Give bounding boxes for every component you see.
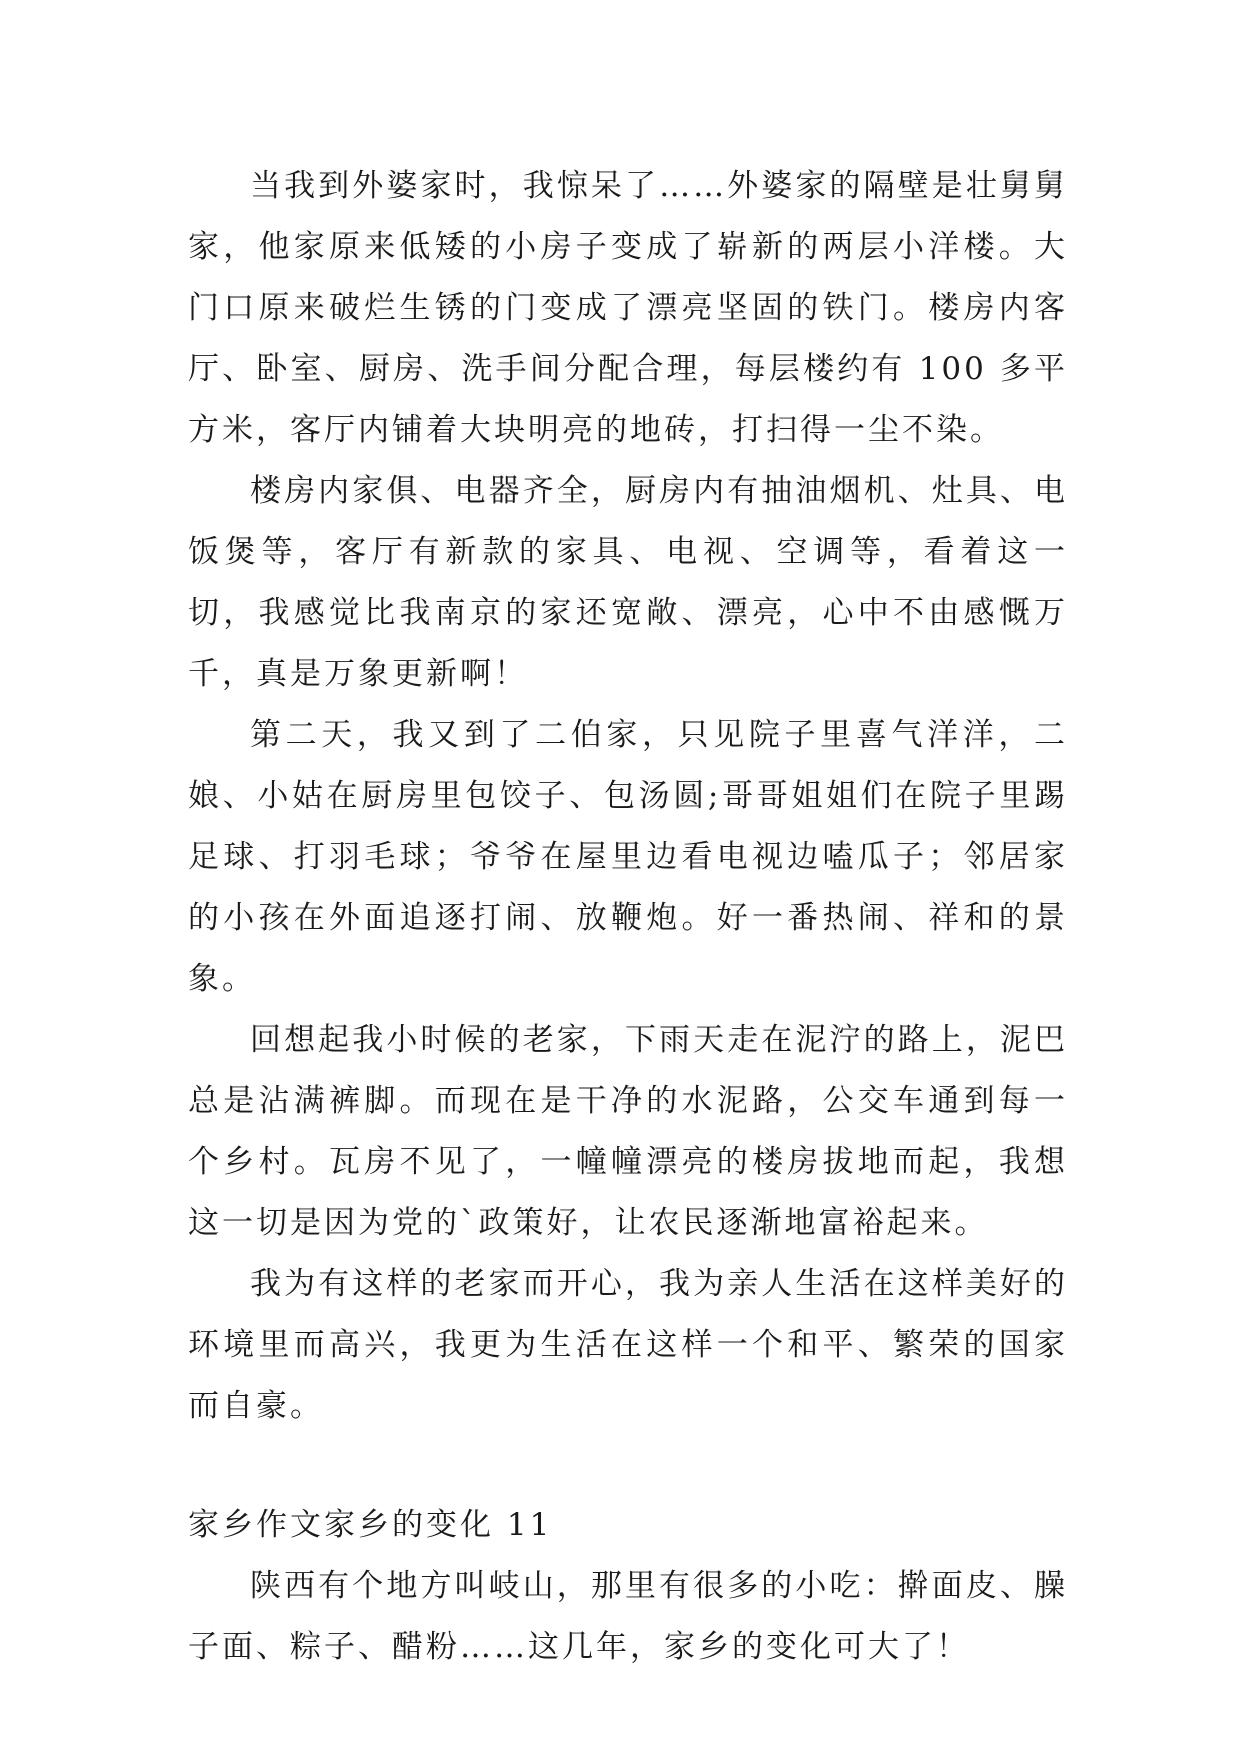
- paragraph-2: 楼房内家俱、电器齐全，厨房内有抽油烟机、灶具、电饭煲等，客厅有新款的家具、电视、空调等，看着这一切，我感觉比我南京的家还宽敞、漂亮，心中不由感慨万千，真是万象更新啊！: [188, 473, 1068, 692]
- document-body: [188, 156, 1068, 1678]
- section-heading: 家乡作文家乡的变化 11: [188, 1507, 553, 1543]
- paragraph-5: 我为有这样的老家而开心，我为亲人生活在这样美好的环境里而高兴，我更为生活在这样一个和平、繁荣的国家而自豪。: [188, 1266, 1068, 1424]
- paragraph-3: 第二天，我又到了二伯家，只见院子里喜气洋洋，二娘、小姑在厨房里包饺子、包汤圆;哥哥姐姐们在院子里踢足球、打羽毛球；爷爷在屋里边看电视边嗑瓜子；邻居家的小孩在外面追逐打闹、放鞭炮。好一番热闹、祥和的景象。: [188, 717, 1068, 997]
- paragraph-1: 当我到外婆家时，我惊呆了……外婆家的隔壁是壮舅舅家，他家原来低矮的小房子变成了崭新的两层小洋楼。大门口原来破烂生锈的门变成了漂亮坚固的铁门。楼房内客厅、卧室、厨房、洗手间分配合理，每层楼约有 100 多平方米，客厅内铺着大块明亮的地砖，打扫得一尘不染。: [188, 168, 1068, 448]
- paragraph-4: 回想起我小时候的老家，下雨天走在泥泞的路上，泥巴总是沾满裤脚。而现在是干净的水泥路，公交车通到每一个乡村。瓦房不见了，一幢幢漂亮的楼房拔地而起，我想这一切是因为党的`政策好，让农民逐渐地富裕起来。: [188, 1022, 1068, 1241]
- paragraph-6: 陕西有个地方叫岐山，那里有很多的小吃：擀面皮、臊子面、粽子、醋粉……这几年，家乡的变化可大了！: [188, 1568, 1068, 1665]
